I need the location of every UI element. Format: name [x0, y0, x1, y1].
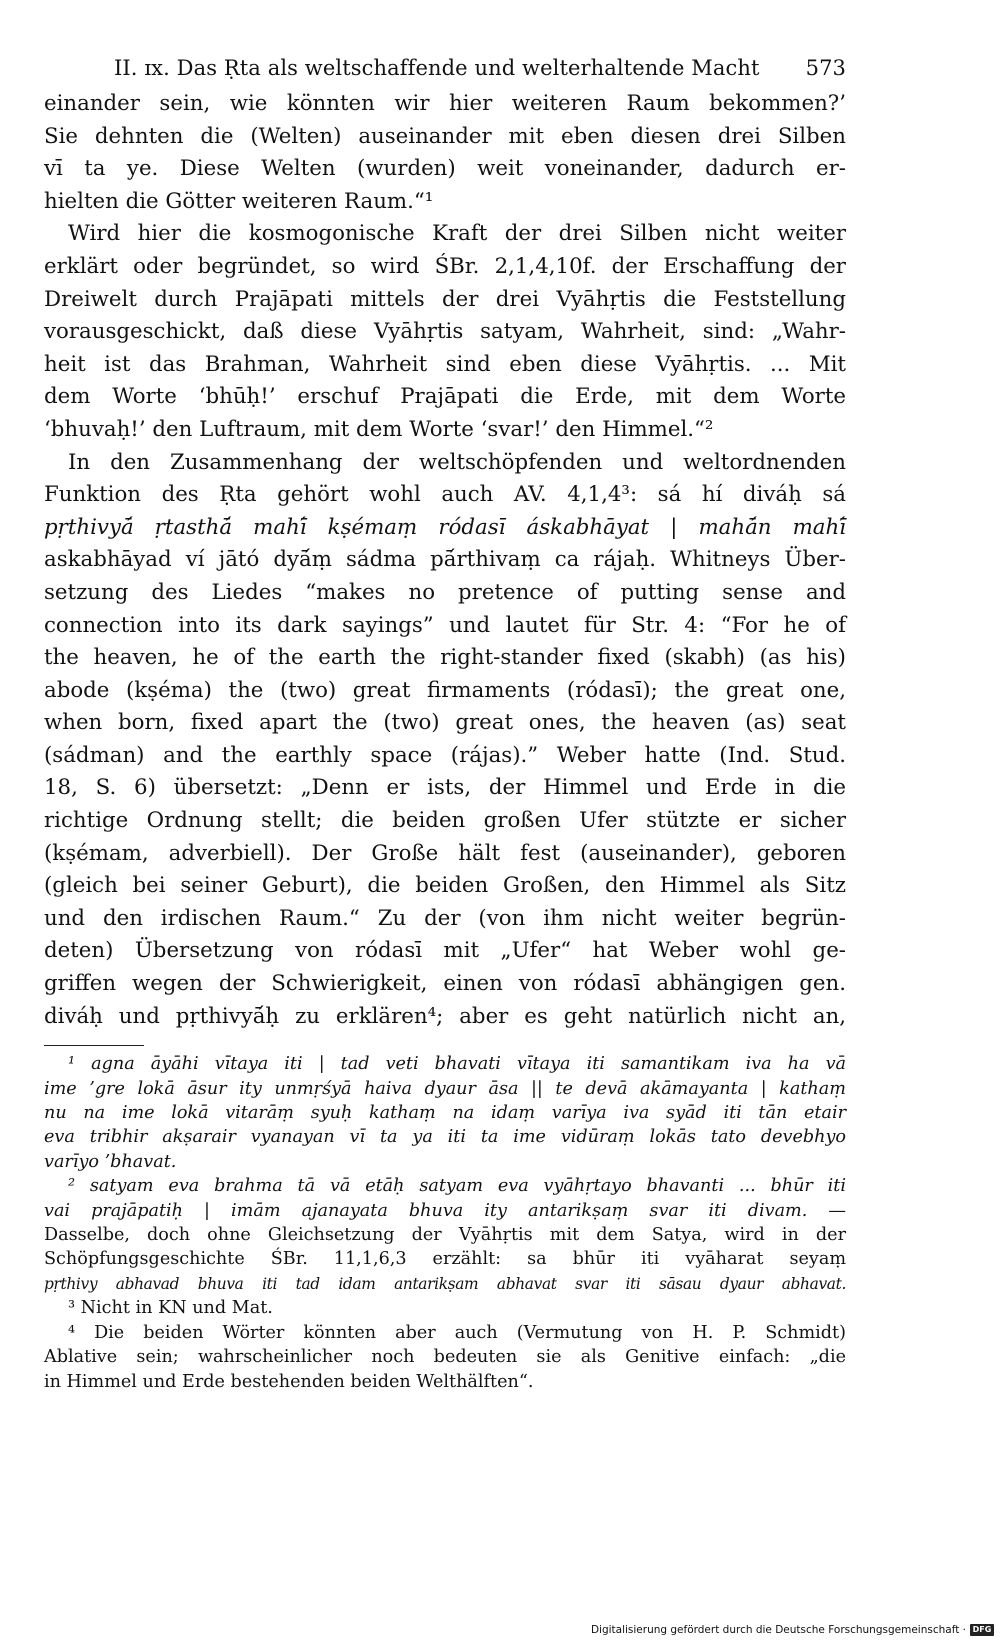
- text-line: vī ta ye. Diese Welten (wurden) weit voneinander, dadurch er-: [44, 156, 846, 182]
- text-line: In den Zusammenhang der weltschöpfenden und weltordnenden: [68, 449, 846, 475]
- text-line: hielten die Götter weiteren Raum.“¹: [44, 188, 434, 214]
- text-line: setzung des Liedes “makes no pretence of putting sense and: [44, 579, 846, 605]
- footnote-line: ¹ agna āyāhi vītaya iti | tad veti bhavati vītaya iti samantikam iva ha vā: [68, 1054, 846, 1075]
- footnote-line: ³ Nicht in KN und Mat.: [68, 1298, 273, 1319]
- text-line: Wird hier die kosmogonische Kraft der drei Silben nicht weiter: [68, 221, 846, 247]
- running-head: [44, 50, 846, 88]
- footnote-line: Ablative sein; wahrscheinlicher noch bedeuten sie als Genitive einfach: „die: [44, 1347, 846, 1368]
- footnote-line: nu na ime lokā vitarāṃ syuḥ kathaṃ na idaṃ varīya iva syād iti tān etair: [44, 1103, 846, 1124]
- footnote-line: eva tribhir akṣarair vyanayan vī ta ya iti ta ime vidūraṃ lokās tato devebhyo: [44, 1127, 846, 1148]
- text-line: (sádman) and the earthly space (rájas).” Weber hatte (Ind. Stud.: [44, 742, 846, 768]
- text-line: deten) Übersetzung von ródasī mit „Ufer“ hat Weber wohl ge-: [44, 938, 846, 964]
- text-line: the heaven, he of the earth the right-stander fixed (skabh) (as his): [44, 645, 846, 671]
- text-line: griffen wegen der Schwierigkeit, einen von ródasī abhängigen gen.: [44, 971, 846, 997]
- text-line: heit ist das Brahman, Wahrheit sind eben diese Vyāhṛtis. ... Mit: [44, 351, 846, 377]
- text-line: (kṣémam, adverbiell). Der Große hält fest (auseinander), geboren: [44, 840, 846, 866]
- page-number: 573: [805, 56, 846, 80]
- text-line: dem Worte ‘bhūḥ!’ erschuf Prajāpati die Erde, mit dem Worte: [44, 384, 846, 410]
- text-line: richtige Ordnung stellt; die beiden großen Ufer stützte er sicher: [44, 808, 846, 834]
- text-line: Dreiwelt durch Prajāpati mittels der drei Vyāhṛtis die Feststellung: [44, 286, 846, 312]
- text-line: 18, S. 6) übersetzt: „Denn er ists, der Himmel und Erde in die: [44, 775, 846, 801]
- digitization-credit: [591, 1624, 994, 1636]
- text-line: connection into its dark sayings” und lautet für Str. 4: “For he of: [44, 612, 846, 638]
- footnote-line: Dasselbe, doch ohne Gleichsetzung der Vyāhṛtis mit dem Satya, wird in der: [44, 1225, 846, 1246]
- footnote-4: [44, 1321, 846, 1394]
- text-line: einander sein, wie könnten wir hier weiteren Raum bekommen?’: [44, 91, 846, 116]
- footnote-line: varīyo ’bhavat.: [44, 1151, 177, 1172]
- text-line: askabhāyad ví jātó dyā́ṃ sádma pā́rthivaṃ ca rájaḥ. Whitneys Über-: [44, 547, 846, 573]
- book-page: [44, 50, 846, 1394]
- footnote-rule: [44, 1045, 144, 1046]
- text-line: (gleich bei seiner Geburt), die beiden Großen, den Himmel als Sitz: [44, 873, 846, 899]
- text-line: when born, fixed apart the (two) great ones, the heaven (as) seat: [44, 710, 846, 736]
- footnote-line: pṛthivy abhavad bhuva iti tad idam antarikṣam abhavat svar iti sāsau dyaur abhavat.: [44, 1274, 846, 1293]
- text-line: erklärt oder begründet, so wird ŚBr. 2,1,4,10f. der Erschaffung der: [44, 253, 846, 279]
- text-line: vorausgeschickt, daß diese Vyāhṛtis satyam, Wahrheit, sind: „Wahr-: [44, 319, 846, 345]
- dfg-logo-icon: DFG: [970, 1624, 994, 1636]
- footnote-3: [44, 1296, 846, 1320]
- main-text: [44, 88, 846, 1033]
- footnotes: [44, 1052, 846, 1394]
- footnote-line: ime ’gre lokā āsur ity unmṛśyā haiva dyaur āsa || te devā akāmayanta | kathaṃ: [44, 1078, 846, 1099]
- text-line: pṛthivyā́ ṛtasthā́ mahī́ kṣémaṃ ródasī áskabhāyat | mahā́n mahī́: [44, 514, 846, 540]
- footnote-line: vai prajāpatiḥ | imām ajanayata bhuva ity antarikṣaṃ svar iti divam. —: [44, 1200, 846, 1221]
- text-line: ‘bhuvaḥ!’ den Luftraum, mit dem Worte ‘svar!’ den Himmel.“²: [44, 416, 714, 442]
- footnote-line: ⁴ Die beiden Wörter könnten aber auch (Vermutung von H. P. Schmidt): [68, 1322, 846, 1343]
- text-line: abode (kṣéma) the (two) great firmaments (ródasī); the great one,: [44, 677, 846, 703]
- credit-text: Digitalisierung gefördert durch die Deutsche Forschungsgemeinschaft ·: [590, 1624, 966, 1636]
- footnote-line: in Himmel und Erde bestehenden beiden Welthälften“.: [44, 1371, 534, 1392]
- text-line: und den irdischen Raum.“ Zu der (von ihm nicht weiter begrün-: [44, 905, 846, 931]
- text-line: Sie dehnten die (Welten) auseinander mit eben diesen drei Silben: [44, 123, 846, 149]
- footnote-line: Schöpfungsgeschichte ŚBr. 11,1,6,3 erzählt: sa bhūr iti vyāharat seyaṃ: [44, 1249, 846, 1270]
- text-line: diváḥ und pṛthivyā́ḥ zu erklären⁴; aber es geht natürlich nicht an,: [44, 1003, 846, 1029]
- footnote-2: [44, 1174, 846, 1296]
- footnote-1: [44, 1052, 846, 1174]
- text-line: Funktion des Ṛta gehört wohl auch AV. 4,1,4³: sá hí diváḥ sá: [44, 482, 846, 508]
- footnote-line: ² satyam eva brahma tā vā etāḥ satyam eva vyāhṛtayo bhavanti ... bhūr iti: [68, 1176, 846, 1197]
- running-title: II. ɪx. Das Ṛta als weltschaffende und welterhaltende Macht: [114, 56, 760, 80]
